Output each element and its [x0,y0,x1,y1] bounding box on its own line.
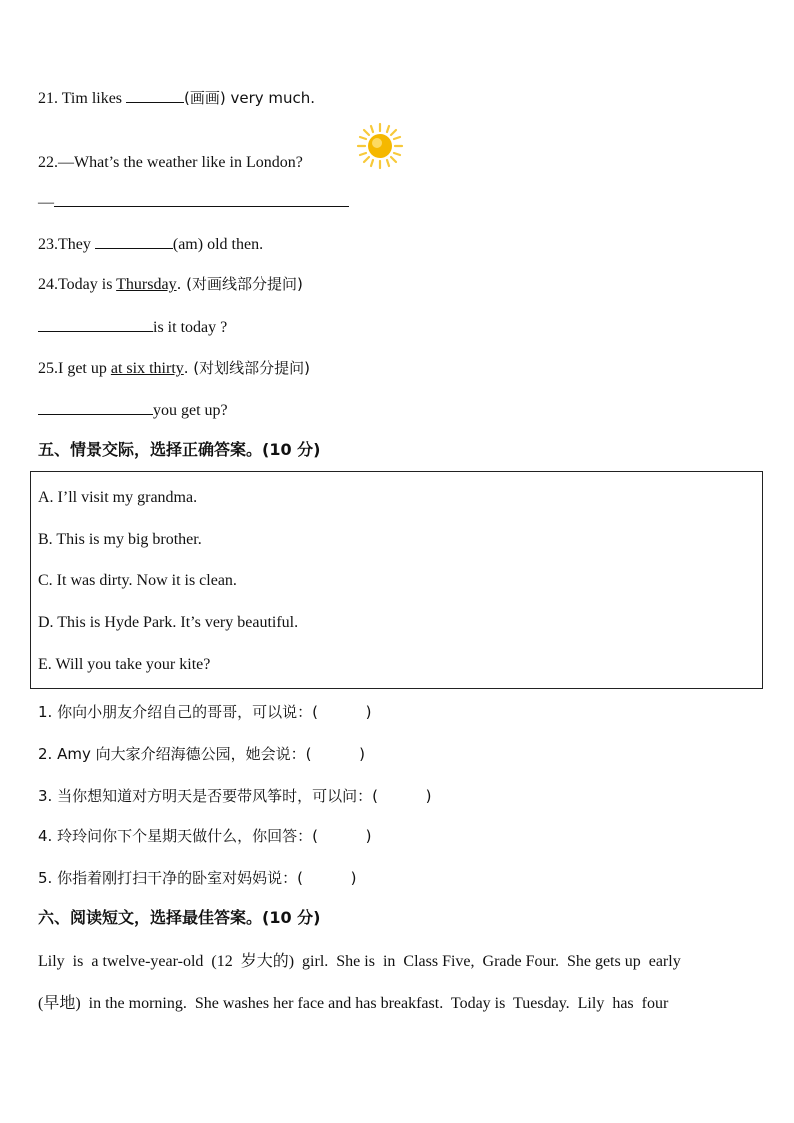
option-a: A. I’ll visit my grandma. [38,489,198,506]
option-b: B. This is my big brother. [38,531,202,548]
q21-answer-blank[interactable] [126,87,184,103]
situation-question-1-text: 1. 你向小朋友介绍自己的哥哥，可以说： [38,703,313,721]
q25-answer-line [38,399,228,421]
situation-question-3 [38,786,431,806]
q22-question: 22.—What’s the weather like in London? [38,154,303,171]
question-25 [38,358,310,379]
answer-paren-3[interactable]: ( ) [372,787,432,805]
answer-paren-1[interactable]: ( ) [312,703,372,721]
passage-line-1: Lily is a twelve-year-old (12 岁大的) girl. She is in Class Five, Grade Four. She gets up early [38,953,681,970]
q25-underlined: at six thirty [110,360,184,377]
answer-paren-4[interactable]: ( ) [312,827,372,845]
q22-dash: — [38,194,54,211]
q24-prefix: 24.Today is [38,276,117,293]
q21-prefix: 21. Tim likes [38,90,127,107]
q25-suffix: . (对划线部分提问) [183,359,311,377]
q24-answer-blank[interactable] [38,316,153,332]
section-6-heading: 六、阅读短文，选择最佳答案。(10 分) [38,908,321,927]
q24-underlined: Thursday [116,276,177,293]
q25-prefix: 25.I get up [38,360,111,377]
section-5-heading: 五、情景交际，选择正确答案。(10 分) [38,440,321,459]
option-d: D. This is Hyde Park. It’s very beautiful. [38,614,299,631]
situation-question-2-text: 2. Amy 向大家介绍海德公园，她会说： [38,745,306,763]
situation-question-5-text: 5. 你指着刚打扫干净的卧室对妈妈说： [38,869,298,887]
situation-question-4-text: 4. 玲玲问你下个星期天做什么，你回答： [38,827,313,845]
q22-answer-blank[interactable] [54,191,349,207]
situation-question-2 [38,744,365,764]
question-23 [38,233,263,255]
q23-prefix: 23.They [38,236,95,253]
answer-paren-2[interactable]: ( ) [305,745,365,763]
option-e: E. Will you take your kite? [38,656,211,673]
q24-suffix: . (对画线部分提问) [176,275,303,293]
q24-answer-suffix: is it today ? [153,319,228,336]
passage-line-2: (早地) in the morning. She washes her face and has breakfast. Today is Tuesday. Lily has four [38,995,669,1012]
situation-question-1 [38,702,371,722]
question-22 [38,153,303,173]
q24-answer-line [38,316,227,338]
option-c: C. It was dirty. Now it is clean. [38,572,237,589]
sun-icon [355,122,405,170]
question-21 [38,87,315,109]
situation-question-5 [38,868,356,888]
answer-paren-5[interactable]: ( ) [297,869,357,887]
q21-suffix: (画画) very much. [184,89,316,107]
q23-suffix: (am) old then. [172,236,264,253]
situation-question-3-text: 3. 当你想知道对方明天是否要带风筝时，可以问： [38,787,373,805]
q25-answer-blank[interactable] [38,399,153,415]
q25-answer-suffix: you get up? [153,402,228,419]
question-24 [38,274,303,295]
q23-answer-blank[interactable] [95,233,173,249]
situation-question-4 [38,826,371,846]
q22-answer-line [38,191,349,213]
